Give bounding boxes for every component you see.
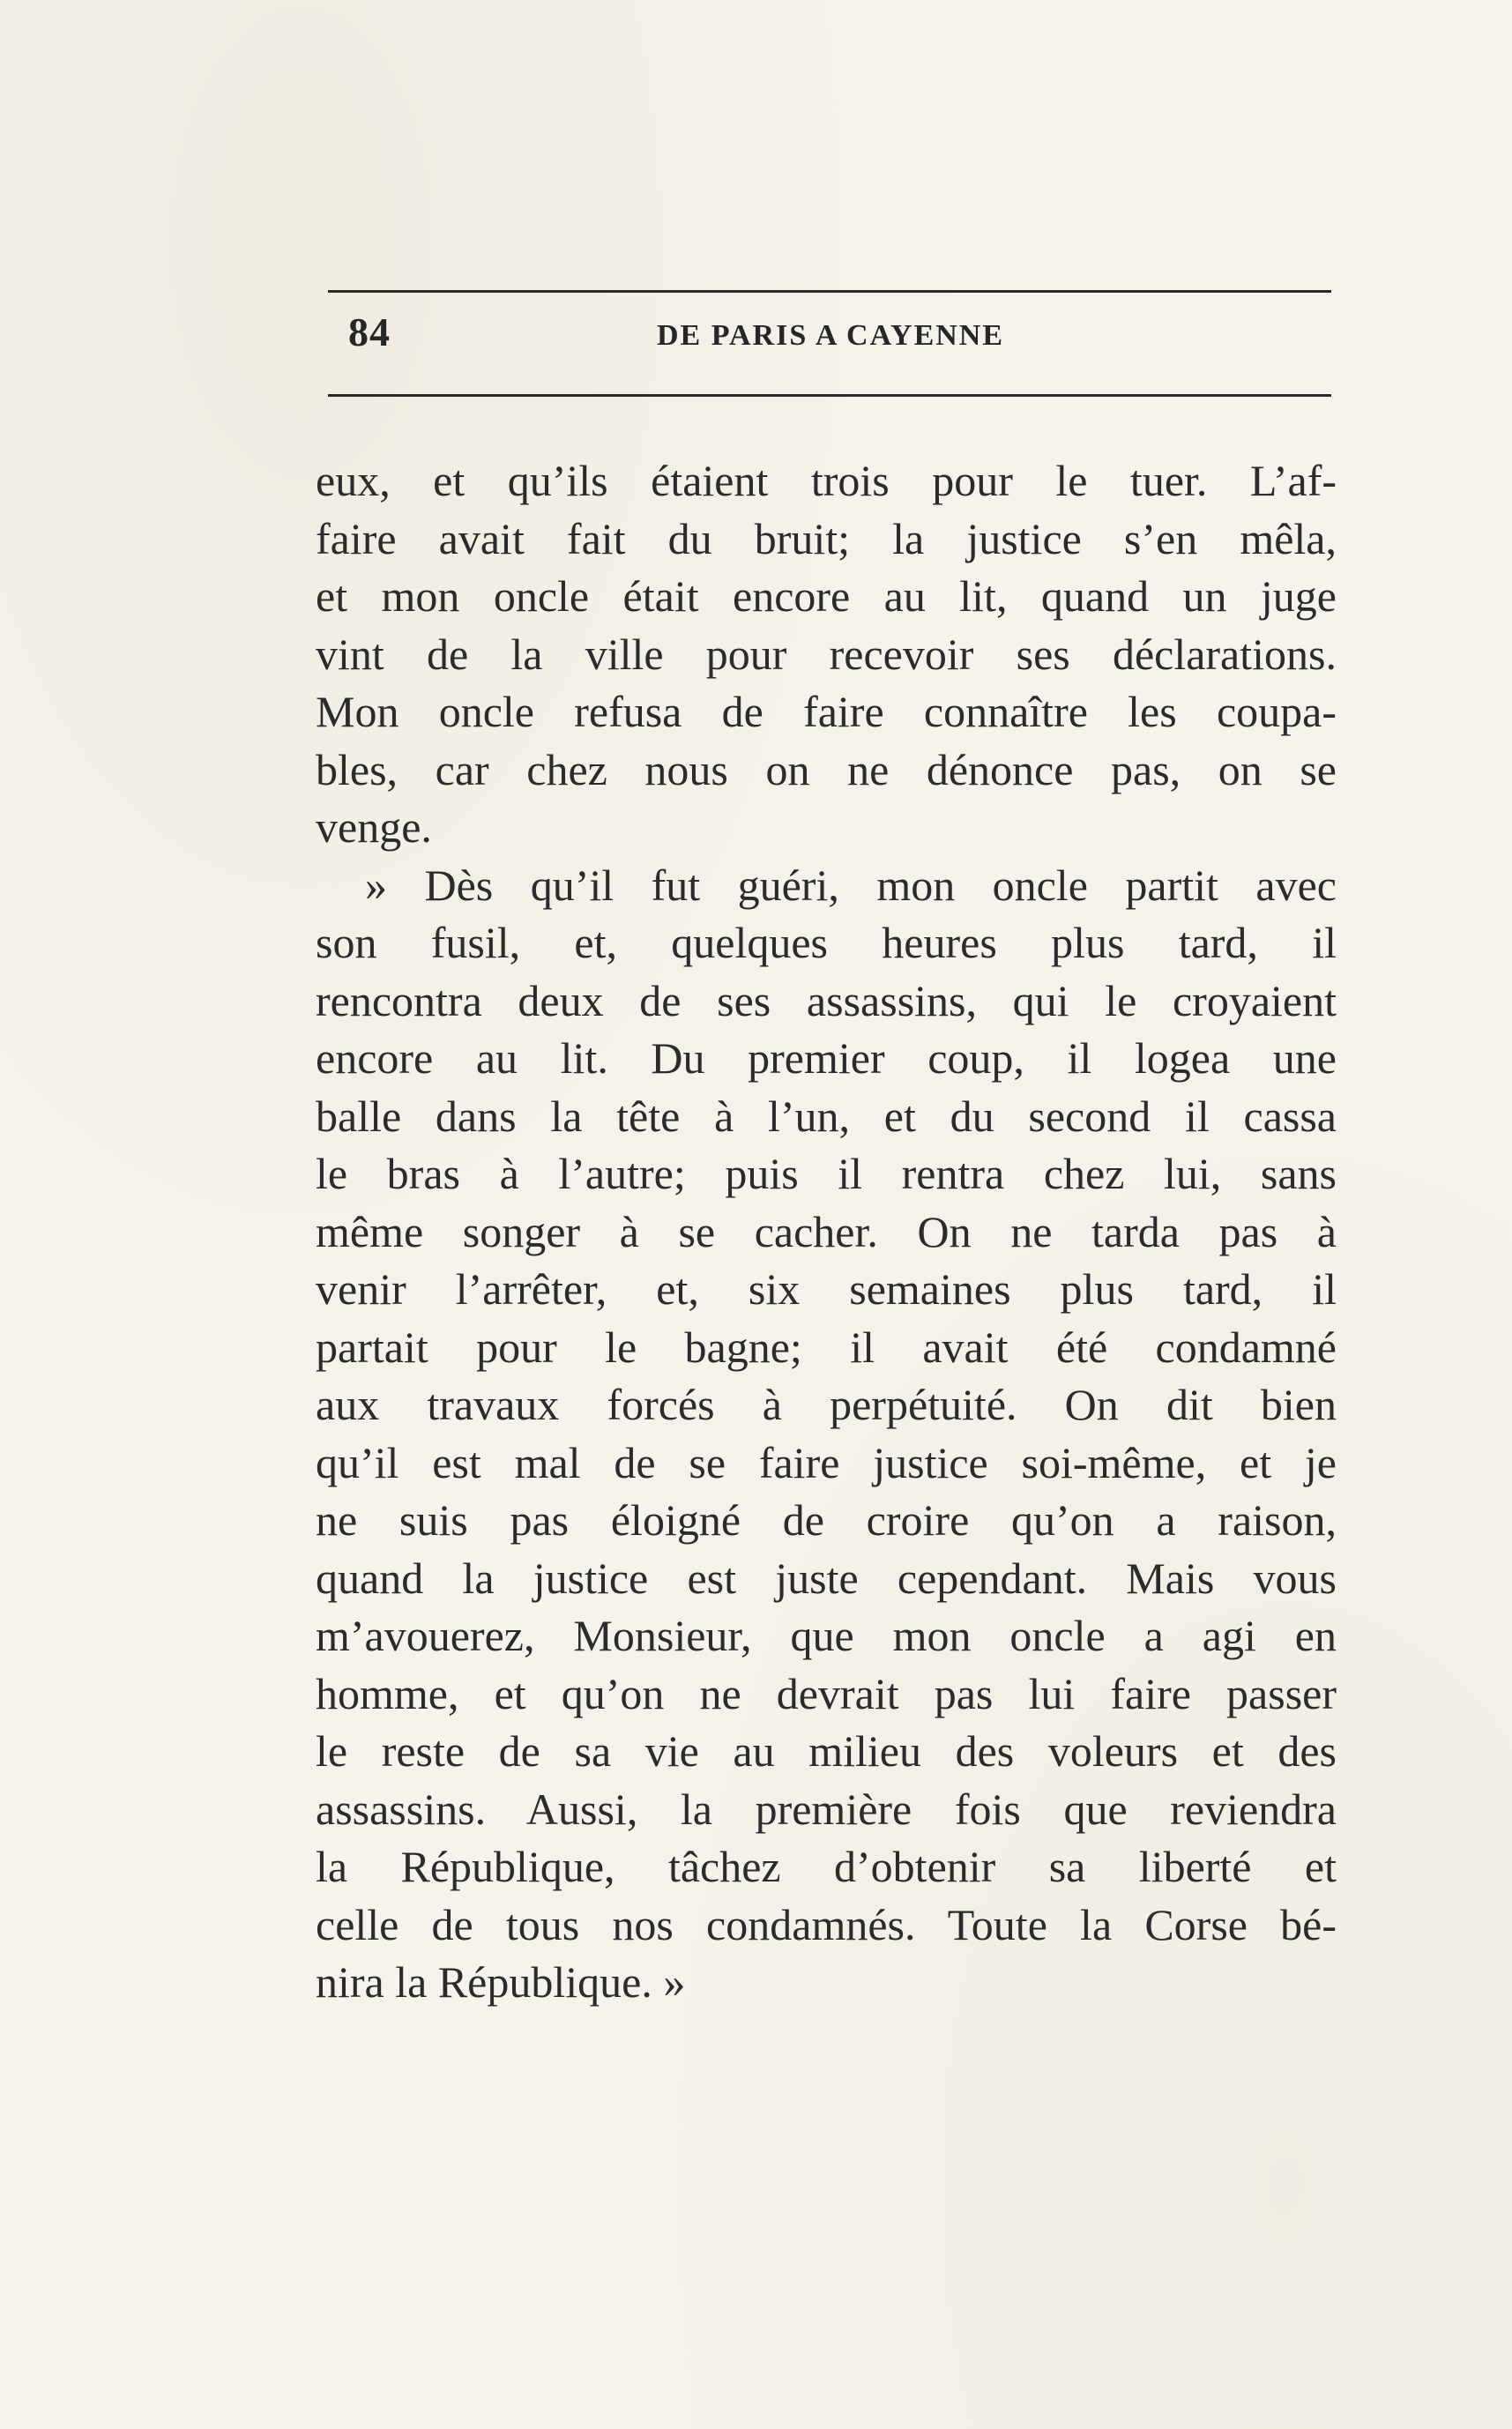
text-line: celle de tous nos condamnés. Toute la Corse bé- [316,1899,1337,1949]
text-line: homme, et qu’on ne devrait pas lui faire passer [316,1668,1337,1718]
text-line: quand la justice est juste cependant. Mais vous [316,1553,1337,1603]
text-line: venir l’arrêter, et, six semaines plus tard, il [316,1264,1337,1314]
text-line: aux travaux forcés à perpétuité. On dit bien [316,1380,1337,1429]
text-line: m’avouerez, Monsieur, que mon oncle a agi en [316,1611,1337,1660]
text-line: nira la République. » [316,1957,686,2007]
text-line: le reste de sa vie au milieu des voleurs et des [316,1726,1337,1776]
text-line: Mon oncle refusa de faire connaître les coupa- [316,687,1337,736]
text-line: assassins. Aussi, la première fois que reviendra [316,1784,1337,1834]
text-line: la République, tâchez d’obtenir sa liberté et [316,1842,1337,1891]
text-line: partait pour le bagne; il avait été condamné [316,1322,1337,1372]
text-line: bles, car chez nous on ne dénonce pas, on se [316,744,1337,794]
text-line: ne suis pas éloigné de croire qu’on a raison, [316,1495,1337,1545]
text-line: faire avait fait du bruit; la justice s’en mêla, [316,513,1337,563]
text-line: qu’il est mal de se faire justice soi-même, et je [316,1437,1337,1487]
text-line: même songer à se cacher. On ne tarda pas à [316,1206,1337,1256]
header-rule-bottom [328,394,1331,397]
text-line: vint de la ville pour recevoir ses déclarations. [316,629,1337,679]
text-line: eux, et qu’ils étaient trois pour le tuer. L’af- [316,456,1337,505]
page-number: 84 [348,309,391,354]
header-rule-top [328,290,1331,293]
text-line: » Dès qu’il fut guéri, mon oncle partit avec [365,860,1337,910]
running-head: DE PARIS A CAYENNE [657,319,1005,352]
text-line: son fusil, et, quelques heures plus tard, il [316,918,1337,967]
text-line: le bras à l’autre; puis il rentra chez lui, sans [316,1149,1337,1198]
body-text [316,452,1337,2012]
text-line: balle dans la tête à l’un, et du second il cassa [316,1091,1337,1141]
text-line: venge. [316,802,432,852]
text-line: rencontra deux de ses assassins, qui le croyaient [316,975,1337,1025]
text-line: et mon oncle était encore au lit, quand un juge [316,571,1337,621]
text-line: encore au lit. Du premier coup, il logea une [316,1033,1337,1083]
